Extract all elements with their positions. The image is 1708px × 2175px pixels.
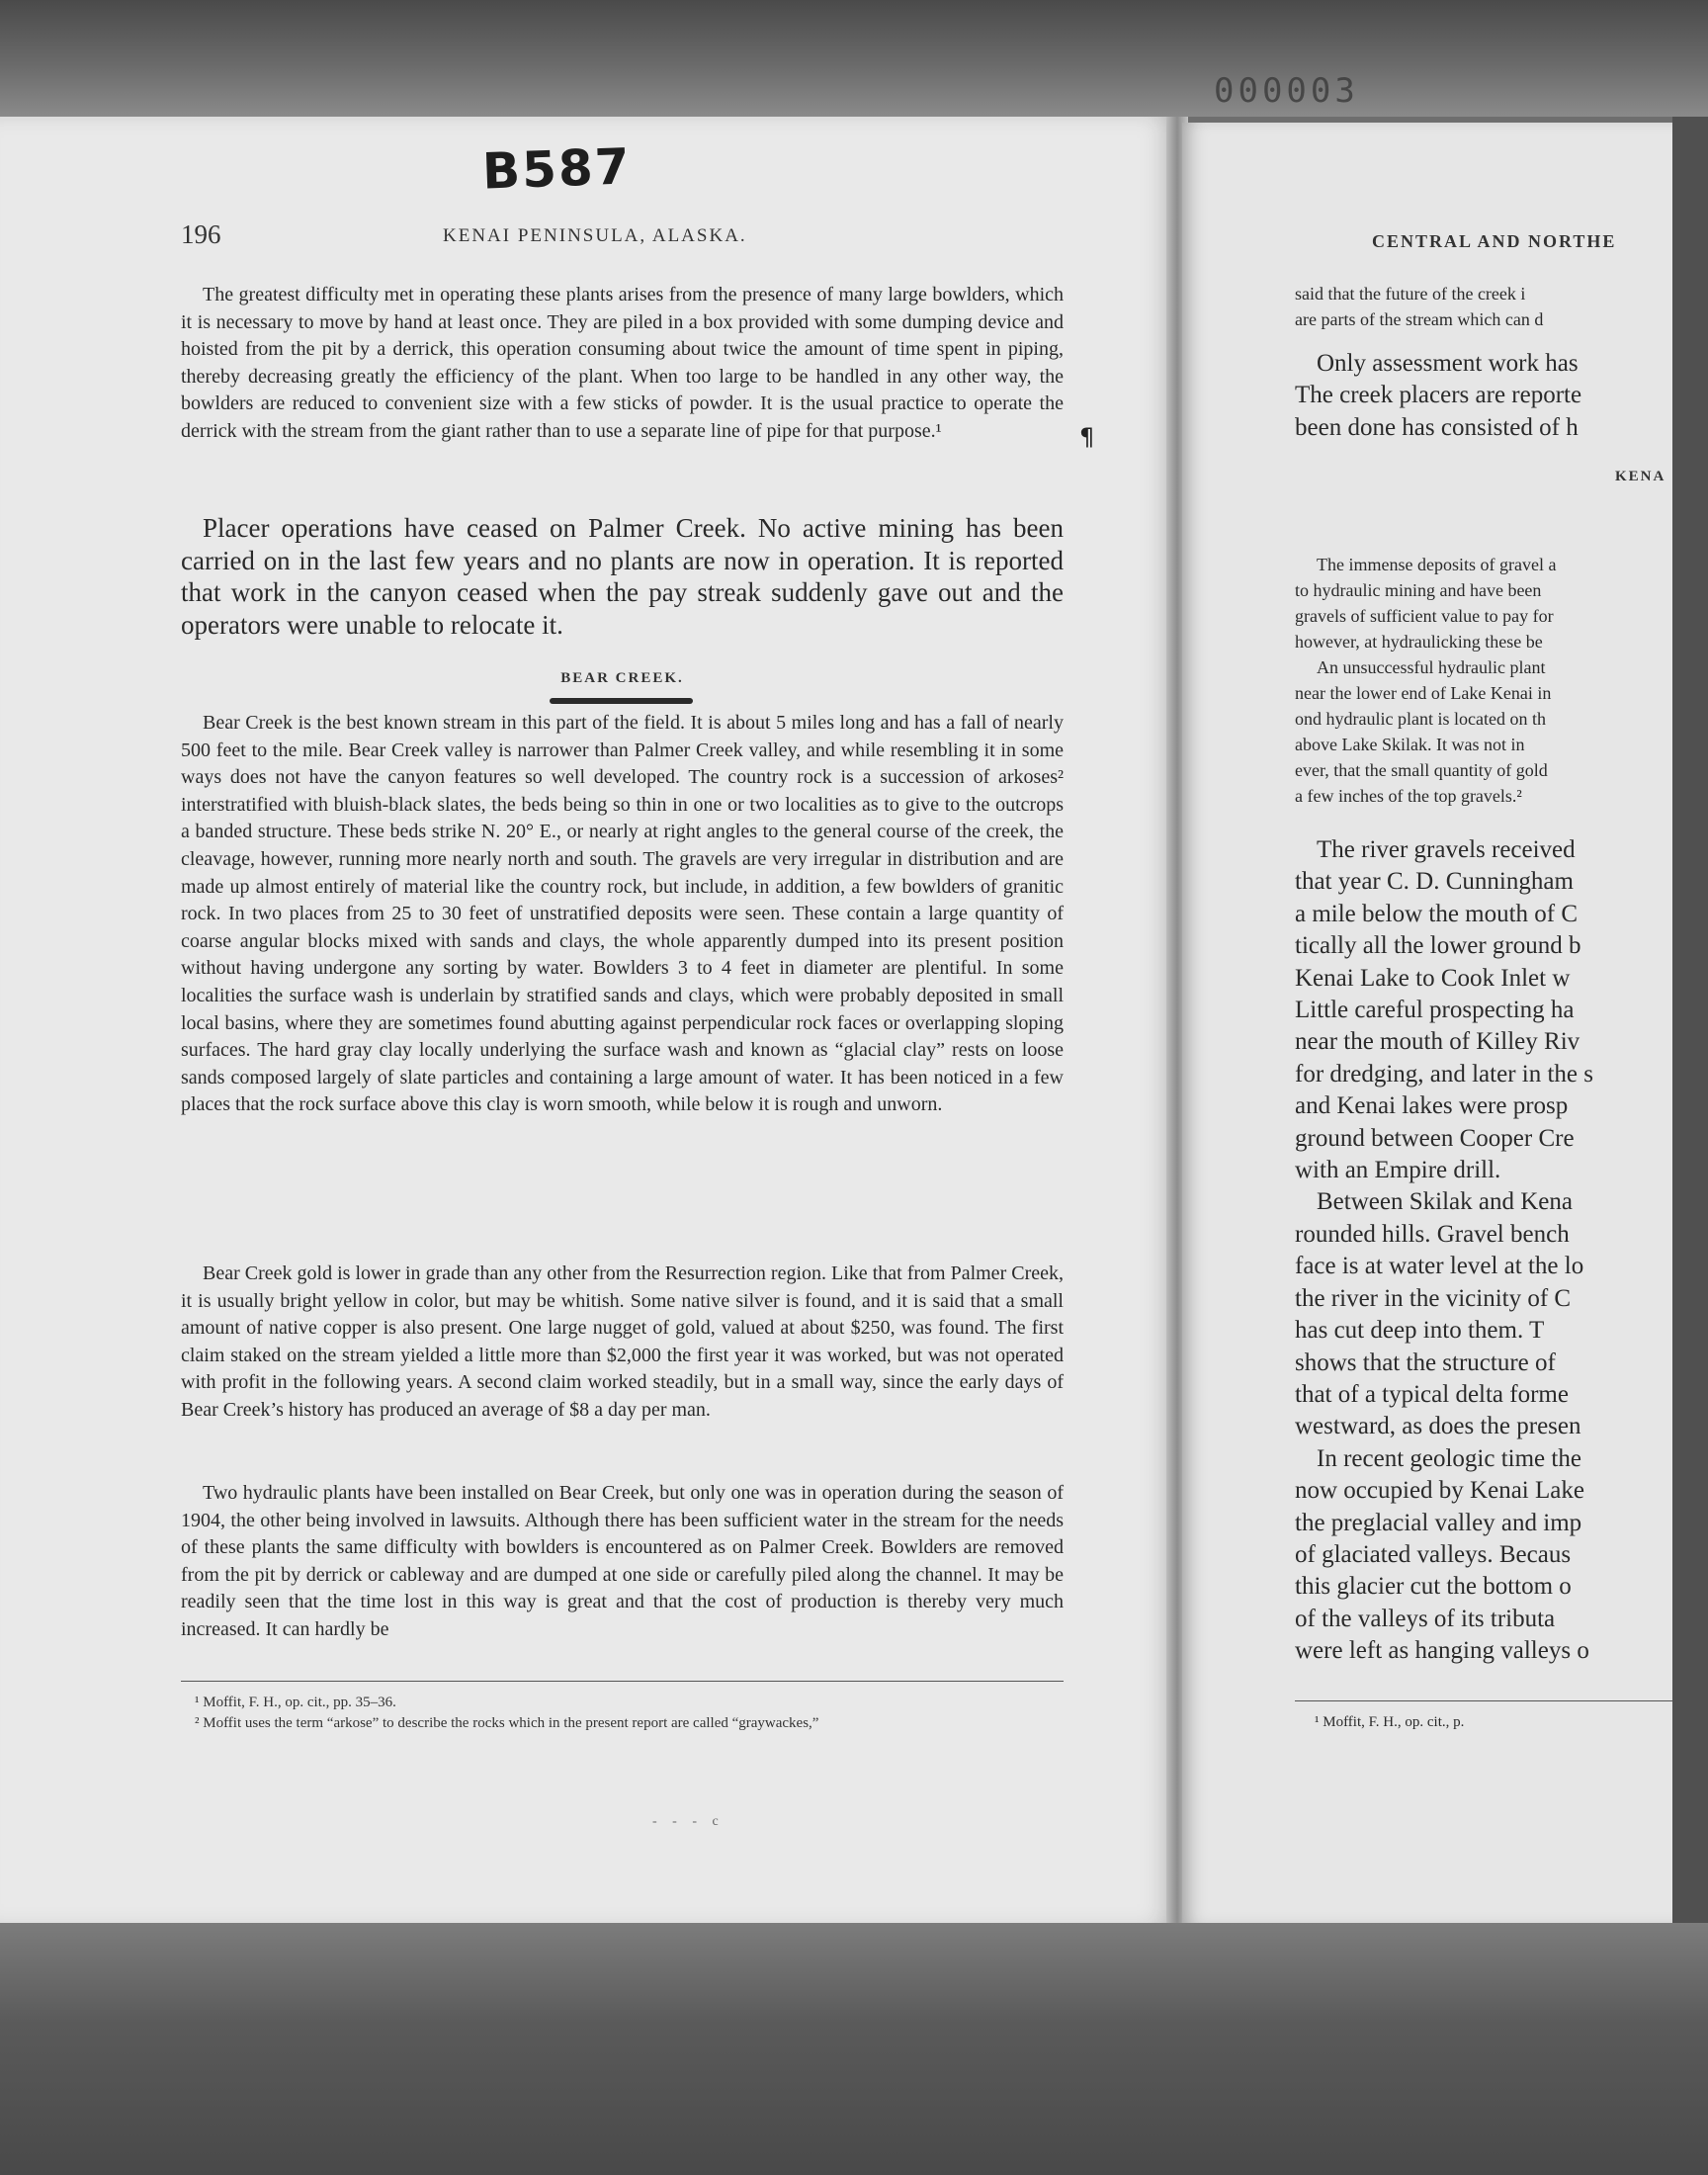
right-small-line: ever, that the small quantity of gold [1295,760,1548,780]
page-number: 196 [181,219,221,249]
right-large-line: westward, as does the presen [1295,1413,1581,1440]
right-large-line: rounded hills. Gravel bench [1295,1220,1570,1248]
margin-mark-1: ¶ [1079,423,1095,451]
section-heading: BEAR CREEK. [560,670,684,686]
section-heading-underline [550,698,693,704]
right-large-line: of the valleys of its tributa [1295,1605,1556,1632]
right-large-line: The river gravels received [1317,836,1576,863]
right-large-line: Only assessment work has [1317,350,1579,377]
right-large-line: for dredging, and later in the s [1295,1060,1593,1088]
right-large-line: the river in the vicinity of C [1295,1284,1572,1312]
right-large-line: been done has consisted of h [1295,413,1579,441]
right-small-line: above Lake Skilak. It was not in [1295,735,1525,754]
right-large-line: and Kenai lakes were prosp [1295,1092,1569,1120]
right-small-block [1295,552,1676,809]
right-footnote-rule [1295,1700,1676,1701]
right-large-line: Between Skilak and Kena [1317,1188,1573,1216]
paragraph-2 [181,512,1064,641]
right-large-line: were left as hanging valleys o [1295,1637,1589,1665]
paragraph-4-text: Bear Creek gold is lower in grade than any other from the Resurrection region. Like that from Palmer Creek, it is usually bright yellow in color, but may be whitish. Some native silver is found, and it is said that a small amount of native copper is also present. One large nugget of gold, valued at about $250, was found. The first claim staked on the stream yielded a little more than $2,000 the first year it was worked, but was not operated with profit in the following years. A second claim worked steadily, but in a small way, since the early days of Bear Creek’s history has produced an average of $8 a day per man. [181,1262,1064,1421]
right-large-line: The creek placers are reporte [1295,382,1582,409]
right-large-line: near the mouth of Killey Riv [1295,1028,1580,1056]
paragraph-3 [181,710,1064,1119]
right-large-line: In recent geologic time the [1317,1444,1581,1472]
paragraph-2-text: Placer operations have ceased on Palmer Creek. No active mining has been carried on in the last few years and no plants are now in operation. It is reported that work in the canyon ceased when the pay streak suddenly gave out and the operators were unable to relocate it. [181,513,1064,640]
right-large-line: shows that the structure of [1295,1348,1556,1376]
paragraph-1 [181,282,1064,446]
running-head: KENAI PENINSULA, ALASKA. [443,225,747,246]
right-small-line: gravels of sufficient value to pay for [1295,606,1554,626]
scan-top-border [0,0,1708,117]
footnote-2: ² Moffit uses the term “arkose” to describe the rocks which in the present report are called “graywackes,” [195,1715,819,1731]
scan-stamp-number: 000003 [1214,71,1359,111]
right-small-line: to hydraulic mining and have been [1295,580,1542,600]
right-large-line: ground between Cooper Cre [1295,1124,1575,1152]
right-large-line: the preglacial valley and imp [1295,1509,1582,1536]
right-large-line: face is at water level at the lo [1295,1253,1584,1280]
right-large-block-b [1295,834,1676,1668]
right-top-line: are parts of the stream which can d [1295,309,1544,329]
right-large-line: of glaciated valleys. Becaus [1295,1540,1572,1568]
right-small-line: The immense deposits of gravel a [1317,555,1557,574]
right-small-line: An unsuccessful hydraulic plant [1317,657,1546,677]
right-large-line: now occupied by Kenai Lake [1295,1477,1584,1505]
scan-right-border [1672,117,1708,1926]
right-sub-heading: KENA [1615,469,1666,484]
right-running-head: CENTRAL AND NORTHE [1372,231,1617,251]
right-small-line: ond hydraulic plant is located on th [1295,709,1546,729]
scan-bottom-border [0,1923,1708,2175]
right-page [1182,123,1676,1924]
footnotes [181,1693,1064,1734]
right-large-line: Kenai Lake to Cook Inlet w [1295,964,1571,992]
paragraph-1-text: The greatest difficulty met in operating these plants arises from the presence of many large bowlders, which it is necessary to move by hand at least once. They are piled in a box provided with some dumping device and hoisted from the pit by a derrick, this operation consuming about twice the amount of time spent in piping, thereby decreasing greatly the efficiency of the plant. When too large to be handled in any other way, the bowlders are reduced to convenient size with a few sticks of powder. It is the usual practice to operate the derrick with the stream from the giant rather than to use a separate line of pipe for that purpose.¹ [181,284,1064,442]
footnote-rule [181,1681,1064,1682]
right-large-line: that year C. D. Cunningham [1295,868,1574,896]
right-small-line: however, at hydraulicking these be [1295,632,1543,652]
paragraph-5 [181,1480,1064,1644]
right-large-block-a [1295,348,1676,444]
stray-marks: - - - c [652,1814,725,1829]
right-large-line: Little careful prospecting ha [1295,997,1575,1024]
right-large-line: this glacier cut the bottom o [1295,1573,1572,1601]
right-top-lines [1295,281,1676,332]
handwritten-label: B587 [481,137,633,201]
right-footnote: ¹ Moffit, F. H., op. cit., p. [1315,1714,1465,1730]
right-small-line: a few inches of the top gravels.² [1295,786,1522,806]
paragraph-5-text: Two hydraulic plants have been installed on Bear Creek, but only one was in operation during the season of 1904, the other being involved in lawsuits. Although there has been sufficient water in the stream for the needs of these plants the same difficulty with bowlders is encountered as on Palmer Creek. Bowlders are removed from the pit by derrick or cableway and are dumped at one side or carefully piled along the channel. It may be readily seen that the time lost in this way is great and that the cost of production is thereby very much increased. It can hardly be [181,1482,1064,1640]
right-large-line: tically all the lower ground b [1295,932,1581,960]
footnote-1: ¹ Moffit, F. H., op. cit., pp. 35–36. [195,1695,396,1710]
right-top-line: said that the future of the creek i [1295,284,1526,304]
paragraph-4 [181,1261,1064,1425]
right-large-line: a mile below the mouth of C [1295,900,1579,927]
right-large-line: has cut deep into them. T [1295,1317,1545,1345]
right-large-line: that of a typical delta forme [1295,1380,1569,1408]
right-large-line: with an Empire drill. [1295,1157,1501,1184]
paragraph-3-text: Bear Creek is the best known stream in this part of the field. It is about 5 miles long and has a fall of nearly 500 feet to the mile. Bear Creek valley is narrower than Palmer Creek valley, and while resembling it in some ways does not have the canyon features so well developed. The country rock is a succession of arkoses² interstratified with bluish-black slates, the beds being so thin in one or two localities as to give to the outcrops a banded structure. These beds strike N. 20° E., or nearly at right angles to the general course of the creek, the cleavage, however, running more nearly north and south. The gravels are very irregular in distribution and are made up almost entirely of material like the country rock, but include, in addition, a few bowlders of granitic rock. In two places from 25 to 30 feet of unstratified deposits were seen. These contain a large quantity of coarse angular blocks mixed with sands and clays, the whole apparently dumped into its present position without having undergone any sorting by water. Bowlders 3 to 4 feet in diameter are plentiful. In some localities the surface wash is underlain by stratified sands and clays, which were probably deposited in small local basins, where they are sometimes found abutting against perpendicular rock faces or overlapping sloping surfaces. The hard gray clay locally underlying the surface wash and known as “glacial clay” rests on loose sands composed largely of slate particles and containing a large amount of water. It has been noticed in a few places that the rock surface above this clay is worn smooth, while below it is rough and unworn. [181,712,1064,1116]
right-small-line: near the lower end of Lake Kenai in [1295,683,1552,703]
